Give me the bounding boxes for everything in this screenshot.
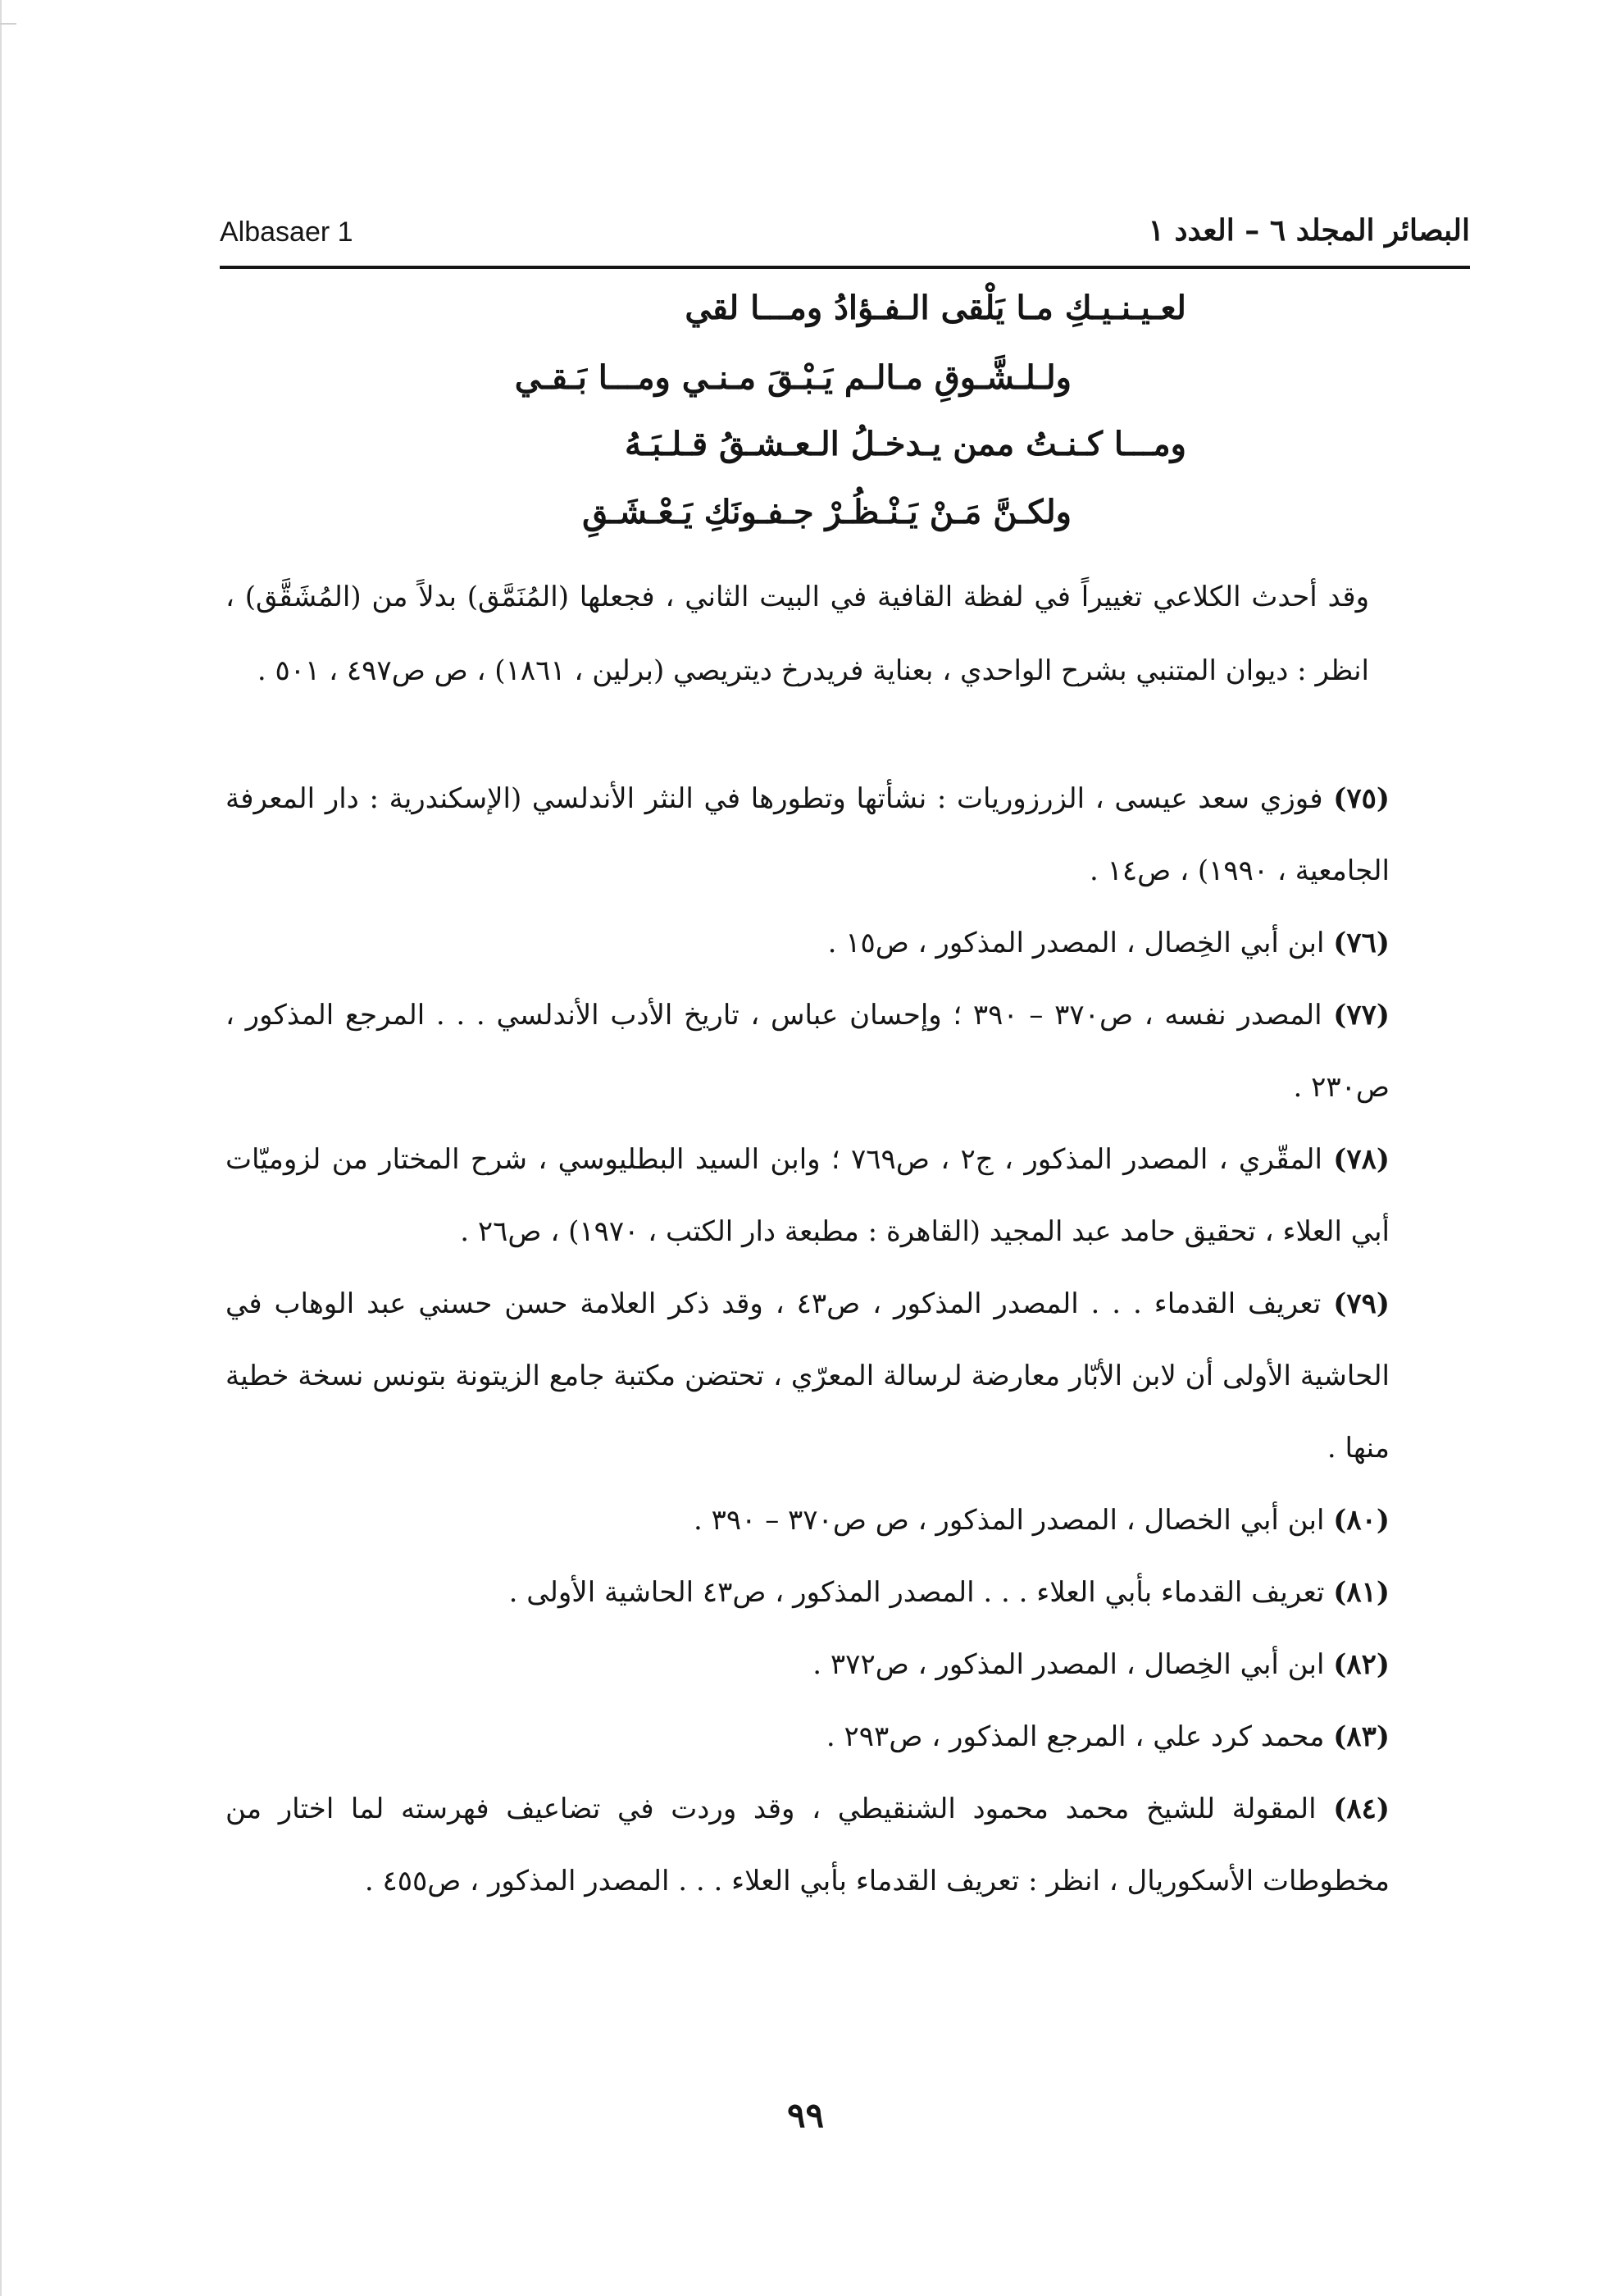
footnote-number: (٨٠) (1333, 1504, 1390, 1537)
footnote (225, 907, 1390, 979)
footnote (225, 1773, 1390, 1917)
footnote-text: فوزي سعد عيسى ، الزرزوريات : نشأتها وتطورها في النثر الأندلسي (الإسكندرية : دار المعرفة الجامعية ، ١٩٩٠) ، ص١٤ . (225, 782, 1390, 887)
footnote-number: (٨٣) (1333, 1720, 1390, 1753)
footnote-text: ابن أبي الخصال ، المصدر المذكور ، ص ص٣٧٠ – ٣٩٠ . (693, 1504, 1325, 1537)
footnote-text: المقّري ، المصدر المذكور ، ج٢ ، ص٧٦٩ ؛ وابن السيد البطليوسي ، شرح المختار من لزوميّات أبي العلاء ، تحقيق حامد عبد المجيد (القاهرة : مطبعة دار الكتب ، ١٩٧٠) ، ص٢٦ . (225, 1143, 1390, 1248)
footnote (225, 1701, 1390, 1773)
scan-edge (0, 0, 2, 2296)
poem-verse-3: ومـــا كـنـتُ ممن يـدخـلُ الـعـشـقُ قـلـبَـهُ (625, 425, 1186, 463)
footnote-number: (٧٧) (1333, 999, 1390, 1032)
footnote (225, 1556, 1390, 1629)
journal-title-english: Albasaer 1 (220, 216, 353, 248)
poem-verse-4: ولكـنَّ مَـنْ يَـنْـظُـرْ جـفـونَكِ يَـعْـشَـقِ (582, 493, 1072, 531)
footnote-text: ابن أبي الخِصال ، المصدر المذكور ، ص٣٧٢ . (812, 1648, 1325, 1681)
running-header (220, 207, 1470, 264)
footnote-number: (٧٨) (1333, 1143, 1390, 1176)
footnote-number: (٧٩) (1333, 1287, 1390, 1320)
poem-verse-2: ولـلـشَّـوقِ مـالـم يَـبْـقَ مـنـي ومـــا بَـقـي (514, 358, 1072, 397)
footnote (225, 1268, 1390, 1484)
footnote-text: المقولة للشيخ محمد محمود الشنقيطي ، وقد وردت في تضاعيف فهرسته لما اختار من مخطوطات الأسكوريال ، انظر : تعريف القدماء بأبي العلاء . . . المصدر المذكور ، ص٤٥٥ . (225, 1793, 1390, 1897)
footnote (225, 1484, 1390, 1556)
footnote-text: محمد كرد علي ، المرجع المذكور ، ص٢٩٣ . (826, 1720, 1325, 1753)
footnote-number: (٧٦) (1333, 927, 1390, 959)
footnote-number: (٧٥) (1333, 782, 1390, 815)
journal-title-arabic: البصائر المجلد ٦ – العدد ١ (1148, 213, 1470, 248)
footnotes-list (225, 763, 1390, 1917)
footnote-number: (٨١) (1333, 1576, 1390, 1609)
footnote-text: تعريف القدماء . . . المصدر المذكور ، ص٤٣ ، وقد ذكر العلامة حسن حسني عبد الوهاب في الحاشية الأولى أن لابن الأبّار معارضة لرسالة المعرّي ، تحتضن مكتبة جامع الزيتونة بتونس نسخة خطية منها . (225, 1287, 1390, 1465)
poem-verse-1: لعـيـنـيـكِ مـا يَلْقى الـفـؤادُ ومـــا لقي (685, 289, 1186, 327)
footnote (225, 763, 1390, 907)
page-number: ٩٩ (786, 2095, 825, 2135)
note-continuation: وقد أحدث الكلاعي تغييراً في لفظة القافية في البيت الثاني ، فجعلها (المُنَمَّق) بدلاً من (المُشَقَّق) ، انظر : ديوان المتنبي بشرح الواحدي ، بعناية فريدرخ ديتريصي (برلين ، ١٨٦١) ، ص ص٤٩٧ ، ٥٠١ . (225, 581, 1369, 687)
footnote-text: ابن أبي الخِصال ، المصدر المذكور ، ص١٥ . (827, 927, 1325, 959)
footnote (225, 979, 1390, 1123)
footnote (225, 1629, 1390, 1701)
footnote-text: تعريف القدماء بأبي العلاء . . . المصدر المذكور ، ص٤٣ الحاشية الأولى . (508, 1576, 1325, 1609)
footnote-number: (٨٢) (1333, 1648, 1390, 1681)
scan-mark (0, 23, 16, 25)
header-rule (220, 266, 1470, 269)
footnote-text: المصدر نفسه ، ص٣٧٠ – ٣٩٠ ؛ وإحسان عباس ، تاريخ الأدب الأندلسي . . . المرجع المذكور ، ص٢٣٠ . (225, 999, 1390, 1104)
footnote-number: (٨٤) (1333, 1793, 1390, 1825)
footnote (225, 1123, 1390, 1268)
